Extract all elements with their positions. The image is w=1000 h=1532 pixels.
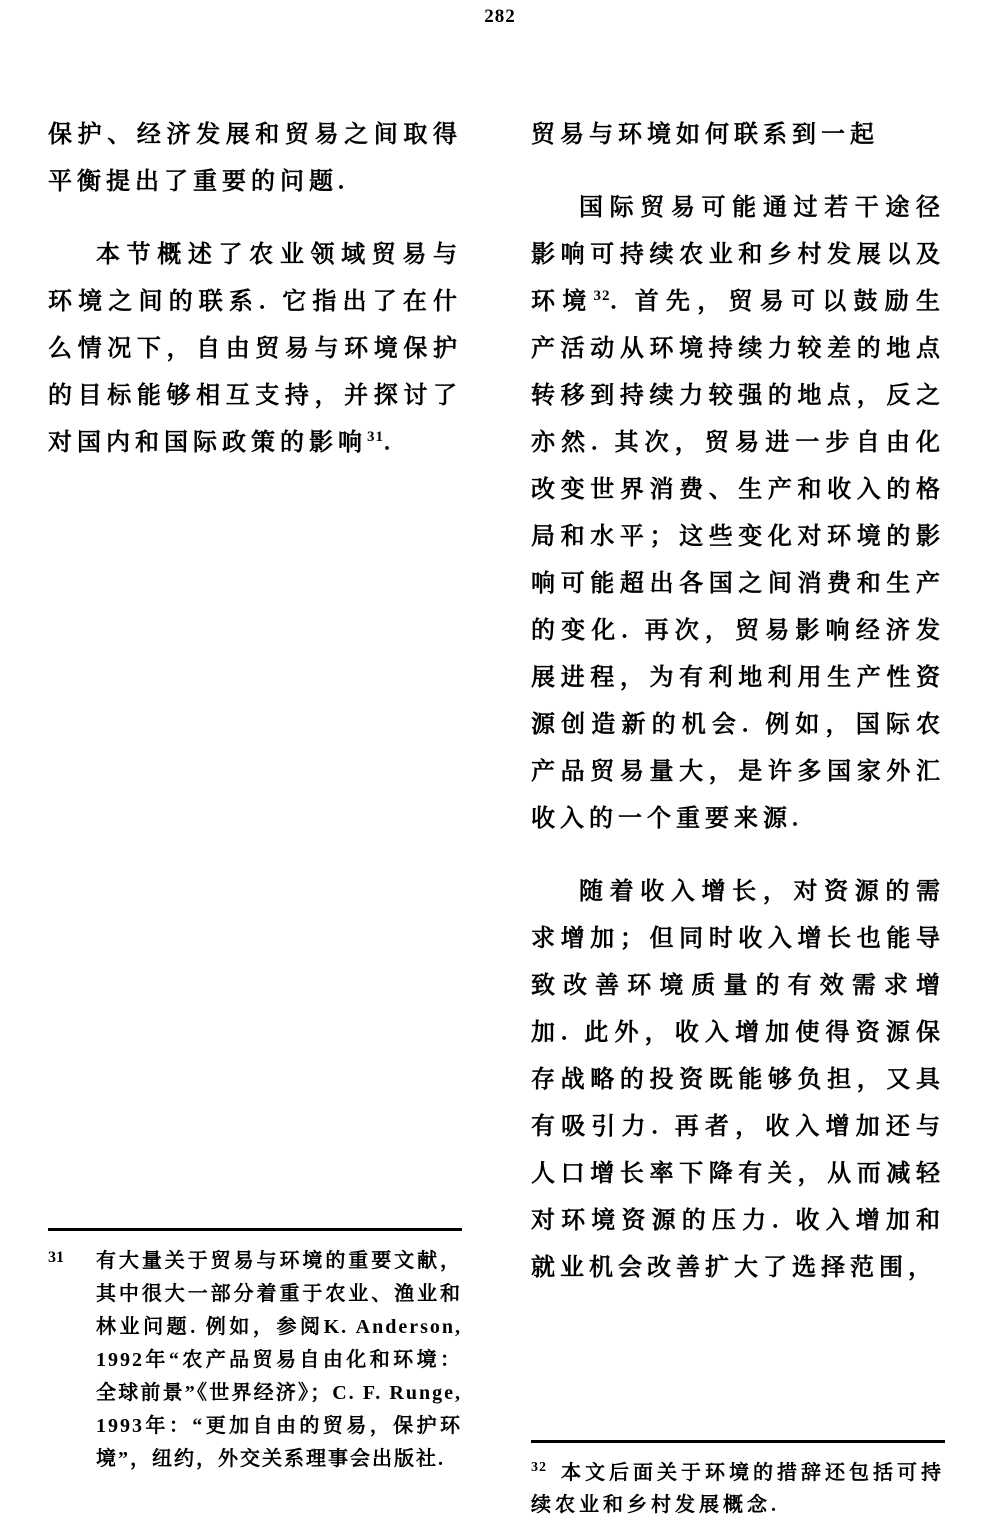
- page-number: 282: [484, 6, 516, 27]
- paragraph: [48, 112, 462, 206]
- footnote-number: 31: [48, 1249, 64, 1266]
- footnote-ref-32: 32: [593, 288, 611, 304]
- footnote-separator: [531, 1440, 945, 1443]
- paragraph-text: 国际贸易可能通过若干途径影响可持续农业和乡村发展以及环境: [531, 195, 945, 315]
- paragraph-text: 随着收入增长，对资源的需求增加；但同时收入增长也能导致改善环境质量的有效需求增加. 此外，收入增加使得资源保存战略的投资既能够负担，又具有吸引力. 再者，收入增加还与人口增长率下降有关，从而减轻对环境资源的压力. 收入增加和就业机会改善扩大了选择范围，: [531, 879, 945, 1281]
- paragraph: [48, 232, 462, 467]
- section-heading: 贸易与环境如何联系到一起: [531, 122, 879, 148]
- footnote-separator: [48, 1228, 462, 1231]
- left-column: [48, 112, 462, 467]
- footnote-text-body: 本文后面关于环境的措辞还包括可持续农业和乡村发展概念.: [531, 1462, 945, 1516]
- footnote-32: [531, 1440, 945, 1521]
- footnote-ref-31: 31: [367, 429, 384, 445]
- paragraph-text: . 首先，贸易可以鼓励生产活动从环境持续力较差的地点转移到持续力较强的地点，反之亦然. 其次，贸易进一步自由化改变世界消费、生产和收入的格局和水平；这些变化对环境的影响可能超出各国之间消费和生产的变化. 再次，贸易影响经济发展进程，为有利地利用生产性资源创造新的机会. 例如，国际农产品贸易量大，是许多国家外汇收入的一个重要来源.: [531, 289, 945, 832]
- footnote-text: 有大量关于贸易与环境的重要文献，其中很大一部分着重于农业、渔业和林业问题. 例如，参阅K. Anderson, 1992年“农产品贸易自由化和环境：全球前景”《世界经济》；C. F. Runge, 1993年：“更加自由的贸易，保护环境”，纽约，外交关系理事会出版社.: [96, 1250, 462, 1470]
- right-column: [531, 112, 945, 1292]
- paragraph-text: 本节概述了农业领域贸易与环境之间的联系. 它指出了在什么情况下，自由贸易与环境保护的目标能够相互支持，并探讨了对国内和国际政策的影响: [48, 242, 462, 456]
- footnote-text: [531, 1457, 945, 1521]
- paragraph-text: .: [384, 430, 395, 456]
- paragraph: [531, 869, 945, 1292]
- paragraph: [531, 185, 945, 843]
- footnote-31: [48, 1228, 462, 1476]
- paragraph-text: 保护、经济发展和贸易之间取得平衡提出了重要的问题.: [48, 122, 462, 195]
- footnote-number: 32: [531, 1460, 547, 1476]
